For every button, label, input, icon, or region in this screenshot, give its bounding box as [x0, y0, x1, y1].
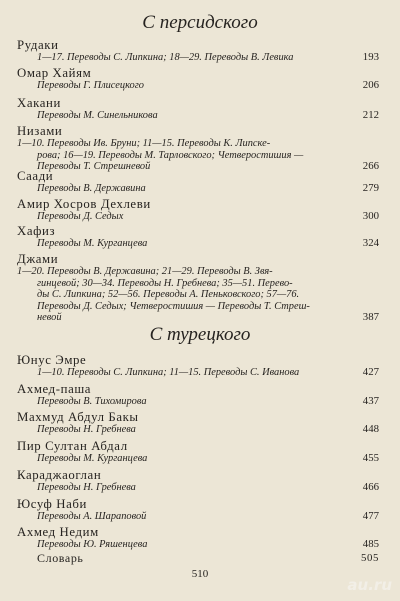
- page-number: 279: [362, 182, 379, 194]
- translators: [17, 211, 379, 223]
- translators-line: Переводы Г. Плисецкого: [37, 80, 144, 91]
- poet-name: Юсуф Наби: [17, 497, 87, 511]
- poet-name: Махмуд Абдул Бакы: [17, 410, 139, 424]
- translators: [17, 453, 379, 465]
- translators-line: Переводы Н. Гребнева: [37, 424, 136, 435]
- translators: [17, 52, 379, 64]
- poet-name: Ахмед-паша: [17, 382, 92, 396]
- translators-line: Переводы Т. Стрешневой: [37, 161, 151, 173]
- translators: [17, 80, 379, 92]
- toc-entry: [17, 224, 379, 250]
- translators-line: невой: [37, 312, 62, 324]
- translators-line: ды С. Липкина; 52—56. Переводы А. Пеньковского; 57—76.: [37, 289, 300, 301]
- poet-name: Саади: [17, 169, 54, 183]
- toc-entry: [17, 38, 379, 64]
- translators-line: 1—10. Переводы Ив. Бруни; 11—15. Переводы К. Липске-: [17, 138, 271, 149]
- poet-name: Хафиз: [17, 224, 56, 238]
- glossary-label: Словарь: [37, 551, 84, 565]
- section-title-persian: С персидского: [142, 12, 258, 33]
- translators: [17, 396, 379, 408]
- translators-line: 1—10. Переводы С. Липкина; 11—15. Переводы С. Иванова: [37, 367, 300, 378]
- translators: [17, 238, 379, 250]
- translators-line: рова; 16—19. Переводы М. Тарловского; Четверостишия —: [37, 149, 304, 161]
- toc-entry: [17, 468, 379, 494]
- translators-line: Переводы М. Курганцева: [37, 238, 148, 249]
- folio-number: 510: [191, 568, 209, 580]
- translators: [17, 110, 379, 122]
- translators-line: гинцевой; 30—34. Переводы Н. Гребнева; 35—51. Перево-: [37, 277, 293, 289]
- poet-name: Джами: [17, 252, 59, 266]
- toc-entry: [17, 410, 379, 436]
- section-title-turkish: С турецкого: [149, 324, 251, 345]
- poet-name: Пир Султан Абдал: [17, 439, 128, 453]
- toc-entry: [17, 497, 379, 523]
- poet-name: Юнус Эмре: [17, 353, 87, 367]
- page-number: 455: [362, 452, 379, 464]
- poet-name: Хакани: [17, 96, 61, 110]
- translators: [17, 424, 379, 436]
- translators: [17, 183, 379, 195]
- translators-line: Переводы Ю. Ряшенцева: [37, 539, 148, 550]
- toc-entry: [17, 197, 379, 223]
- translators: [17, 511, 379, 523]
- poet-name: Ахмед Недим: [17, 525, 99, 539]
- translators-line: Переводы Д. Седых: [37, 211, 124, 222]
- toc-entry: [17, 96, 379, 122]
- watermark-logo: au.ru: [347, 576, 392, 594]
- translators-line: 1—20. Переводы В. Державина; 21—29. Переводы В. Звя-: [17, 266, 273, 277]
- page-number: 266: [362, 160, 379, 173]
- translators-line: Переводы В. Державина: [37, 183, 146, 194]
- translators-line: Переводы А. Шараповой: [37, 511, 147, 522]
- page-number: 448: [362, 423, 379, 435]
- toc-entry: [17, 525, 379, 551]
- poet-name: Омар Хайям: [17, 66, 92, 80]
- page-number: 505: [361, 552, 379, 565]
- translators: [17, 266, 379, 324]
- poet-name: Амир Хосров Дехлеви: [17, 197, 151, 211]
- page-number: 206: [362, 79, 379, 91]
- page-number: 477: [362, 510, 379, 522]
- translators: [17, 539, 379, 551]
- page-number: 324: [362, 237, 379, 249]
- translators: [17, 482, 379, 494]
- translators-line: Переводы М. Синельникова: [37, 110, 158, 121]
- page-number: 485: [362, 538, 379, 550]
- page-number: 193: [362, 51, 379, 63]
- toc-entry: [17, 66, 379, 92]
- toc-entry: [17, 252, 379, 324]
- page-number: 387: [362, 311, 379, 324]
- page-number: 466: [362, 481, 379, 493]
- translators-line: Переводы Д. Седых; Четверостишия — Переводы Т. Стреш-: [37, 300, 310, 312]
- translators: [17, 138, 379, 173]
- translators-line: Переводы Н. Гребнева: [37, 482, 136, 493]
- toc-entry: [17, 353, 379, 379]
- page-number: 300: [362, 210, 379, 222]
- poet-name: Рудаки: [17, 38, 59, 52]
- translators: [17, 367, 379, 379]
- toc-entry: [17, 169, 379, 195]
- translators-line: Переводы М. Курганцева: [37, 453, 148, 464]
- translators-line: 1—17. Переводы С. Липкина; 18—29. Переводы В. Левика: [37, 52, 294, 63]
- toc-entry: [17, 439, 379, 465]
- translators-line: Переводы В. Тихомирова: [37, 396, 147, 407]
- poet-name: Низами: [17, 124, 63, 138]
- page-number: 212: [362, 109, 379, 121]
- page-number: 437: [362, 395, 379, 407]
- toc-entry-glossary: [37, 552, 379, 565]
- toc-entry: [17, 124, 379, 173]
- page-number: 427: [362, 366, 379, 378]
- poet-name: Караджаоглан: [17, 468, 102, 482]
- toc-entry: [17, 382, 379, 408]
